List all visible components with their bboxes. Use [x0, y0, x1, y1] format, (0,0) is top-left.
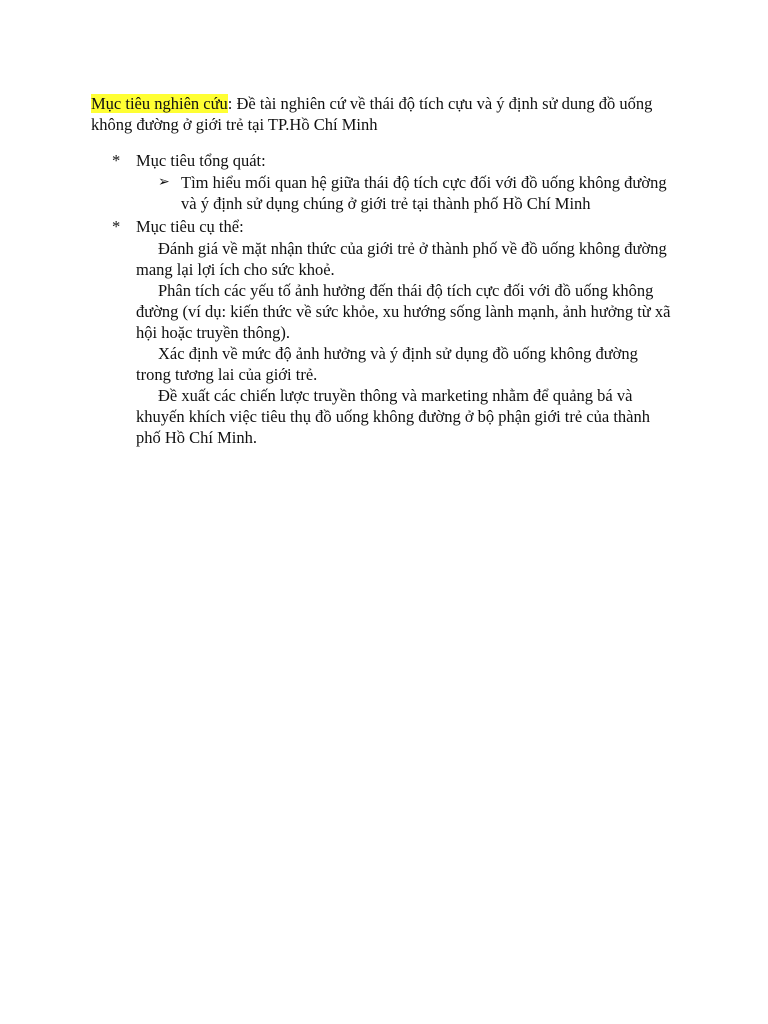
- research-objective-heading: Mục tiêu nghiên cứu: [91, 94, 228, 113]
- arrow-bullet-icon: ➢: [158, 174, 170, 190]
- asterisk-bullet-icon: *: [112, 217, 121, 236]
- specific-objective-item-3: Xác định về mức độ ảnh hưởng và ý định sử dụng đồ uống không đường trong tương lai của giới trẻ.: [136, 344, 638, 384]
- specific-objective-label: Mục tiêu cụ thể:: [136, 217, 244, 236]
- specific-objective-item-2: Phân tích các yếu tố ảnh hưởng đến thái độ tích cực đối với đồ uống không đường (ví dụ: kiến thức về sức khỏe, xu hướng sống lành mạnh, ảnh hưởng từ xã hội hoặc truyền thông).: [136, 281, 671, 342]
- specific-objective-item-1: Đánh giá về mặt nhận thức của giới trẻ ở thành phố về đồ uống không đường mang lại lợi ích cho sức khoẻ.: [136, 239, 667, 279]
- general-objective-label: Mục tiêu tổng quát:: [136, 151, 266, 170]
- asterisk-bullet-icon: *: [112, 151, 121, 170]
- specific-objective-item-4: Đề xuất các chiến lược truyền thông và marketing nhằm để quảng bá và khuyến khích việc tiêu thụ đồ uống không đường ở bộ phận giới trẻ của thành phố Hồ Chí Minh.: [136, 386, 650, 447]
- research-objective-text: : Đề tài nghiên cứ về thái độ tích cựu và ý định sử dung đồ uống không đường ở giới trẻ tại TP.Hồ Chí Minh: [91, 94, 653, 134]
- general-objective-item-text: Tìm hiểu mối quan hệ giữa thái độ tích cực đối với đồ uống không đường và ý định sử dụng chúng ở giới trẻ tại thành phố Hồ Chí Minh: [181, 173, 667, 213]
- research-objective-paragraph: [91, 93, 681, 135]
